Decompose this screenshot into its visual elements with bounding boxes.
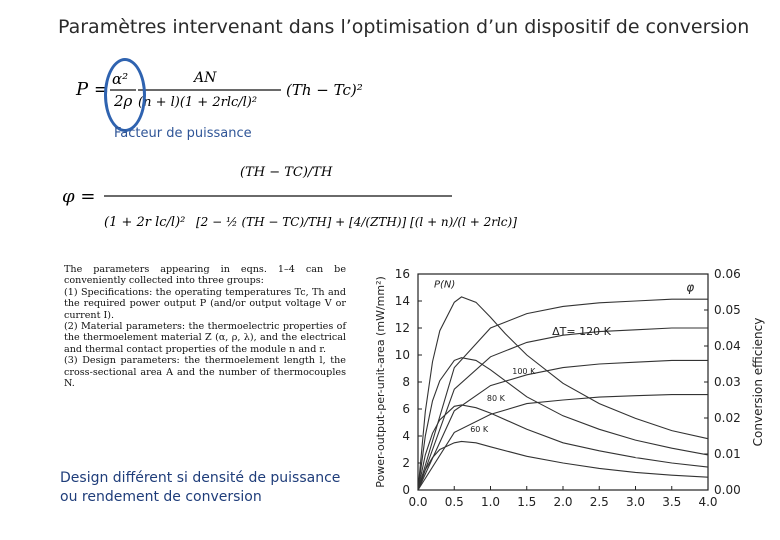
efficiency-curve [418, 360, 708, 490]
parameters-group-2: (2) Material parameters: the thermoelectric properties of the thermoelement material Z (α, ρ, λ), and the electrical and thermal contact properties of the module n and r. [64, 321, 346, 355]
eq-power-factor-den: 2ρ [114, 92, 133, 110]
x-tick-label: 2.0 [553, 495, 573, 509]
power-curve [418, 358, 708, 490]
dt-60-label: 60 K [470, 424, 489, 434]
y-tick-label: 8 [402, 375, 410, 389]
y2-tick-label: 0.02 [714, 411, 741, 425]
x-tick-label: 1.5 [517, 495, 537, 509]
y2-tick-label: 0.04 [714, 339, 741, 353]
x-tick-label: 1.0 [480, 495, 501, 509]
x-tick-label: 2.5 [589, 495, 609, 509]
y2-axis-title: Conversion efficiency [751, 317, 765, 447]
chart-labels [434, 280, 694, 434]
dt-80-label: 80 K [486, 393, 505, 403]
eq-power-tail: (Th − Tc)² [286, 81, 363, 99]
y2-tick-label: 0.05 [714, 303, 741, 317]
chart-axes [374, 267, 765, 509]
y-tick-label: 14 [394, 294, 410, 308]
eq-eff-top: (TH − TC)/TH [240, 165, 333, 180]
y-tick-label: 4 [402, 429, 410, 443]
y-tick-label: 10 [394, 348, 410, 362]
eq-power-frac-num: AN [194, 70, 217, 86]
y-tick-label: 6 [402, 402, 410, 416]
x-tick-label: 3.5 [662, 495, 682, 509]
eq-power-lhs: P = [76, 79, 109, 100]
power-factor-highlight [104, 58, 146, 132]
phi-label: φ [686, 280, 695, 295]
parameters-group-3: (3) Design parameters: the thermoelement length l, the cross-sectional area A and the number of thermocouples N. [64, 355, 346, 390]
power-curve [418, 405, 708, 490]
y-tick-label: 12 [394, 321, 410, 335]
slide-title: Paramètres intervenant dans l’optimisation d’un dispositif de conversion [58, 16, 750, 38]
eq-eff-bottom-b: [2 − ½ (TH − TC)/TH] + [4/(ZTH)] [(l + n)/(l + 2rlc)] [196, 215, 517, 229]
parameters-group-1: (1) Specifications: the operating temperatures Tc, Th and the required power output P (and/or output voltage V or current I). [64, 286, 346, 321]
parameters-intro: The parameters appearing in eqns. 1–4 can be conveniently collected into three groups: [64, 264, 346, 287]
y2-tick-label: 0.06 [714, 267, 741, 281]
y2-tick-label: 0.03 [714, 375, 741, 389]
eq-power-factor-num: α² [112, 70, 129, 88]
eq-eff-bottom-a: (1 + 2r lc/l)² [104, 215, 186, 230]
x-tick-label: 0.5 [444, 495, 464, 509]
x-tick-label: 4.0 [698, 495, 718, 509]
y2-tick-label: 0.01 [714, 447, 741, 461]
x-tick-label: 0.0 [408, 495, 428, 509]
design-note: Design différent si densité de puissance ou rendement de conversion [60, 470, 341, 505]
power-curve [418, 441, 708, 490]
power-label: P(N) [433, 279, 456, 291]
x-tick-label: 3.0 [625, 495, 646, 509]
eq-eff-lhs: φ = [62, 186, 96, 207]
efficiency-curve [418, 328, 708, 490]
power-factor-caption: Facteur de puissance [114, 126, 252, 141]
eq-power-frac-den: (n + l)(1 + 2rlc/l)² [138, 95, 258, 110]
power-efficiency-chart [370, 262, 775, 512]
y2-tick-label: 0.00 [714, 483, 741, 497]
parameters-description [64, 264, 346, 389]
efficiency-equation [60, 146, 517, 250]
y-tick-label: 0 [402, 483, 410, 497]
y-tick-label: 16 [394, 267, 410, 281]
dt-120-label: ΔT= 120 K [552, 324, 611, 338]
y-tick-label: 2 [402, 456, 410, 470]
dt-100-label: 100 K [512, 366, 536, 376]
y-axis-title: Power-output-per-unit-area (mW/mm²) [374, 276, 387, 488]
